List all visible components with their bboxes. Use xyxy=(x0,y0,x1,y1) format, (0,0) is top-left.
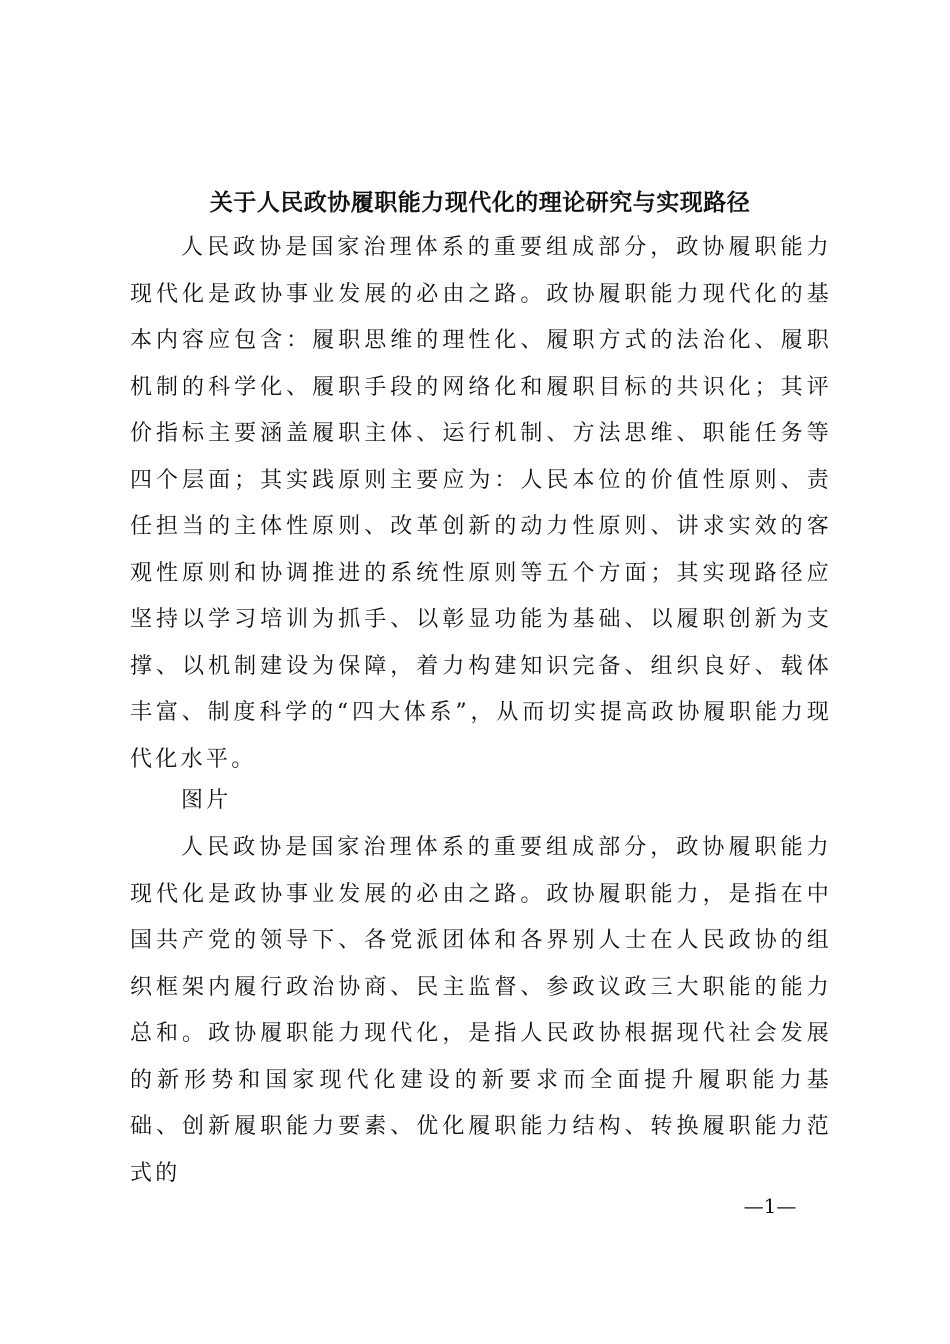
image-placeholder-text: 图片 xyxy=(181,788,232,813)
document-title: 关于人民政协履职能力现代化的理论研究与实现路径 xyxy=(209,189,751,216)
page-number: —1— xyxy=(743,1194,797,1218)
paragraph-body: 人民政协是国家治理体系的重要组成部分，政协履职能力现代化是政协事业发展的必由之路。政协履职能力，是指在中国共产党的领导下、各党派团体和各界别人士在人民政协的组织框架内履行政治协商、民主监督、参政议政三大职能的能力总和。政协履职能力现代化，是指人民政协根据现代社会发展的新形势和国家现代化建设的新要求而全面提升履职能力基础、创新履职能力要素、优化履职能力结构、转换履职能力范式的 xyxy=(130,835,832,1186)
paragraph-abstract: 人民政协是国家治理体系的重要组成部分，政协履职能力现代化是政协事业发展的必由之路。政协履职能力现代化的基本内容应包含：履职思维的理性化、履职方式的法治化、履职机制的科学化、履职手段的网络化和履职目标的共识化；其评价指标主要涵盖履职主体、运行机制、方法思维、职能任务等四个层面；其实践原则主要应为：人民本位的价值性原则、责任担当的主体性原则、改革创新的动力性原则、讲求实效的客观性原则和协调推进的系统性原则等五个方面；其实现路径应坚持以学习培训为抓手、以彰显功能为基础、以履职创新为支撑、以机制建设为保障，着力构建知识完备、组织良好、载体丰富、制度科学的“四大体系”，从而切实提高政协履职能力现代化水平。 xyxy=(130,235,832,772)
